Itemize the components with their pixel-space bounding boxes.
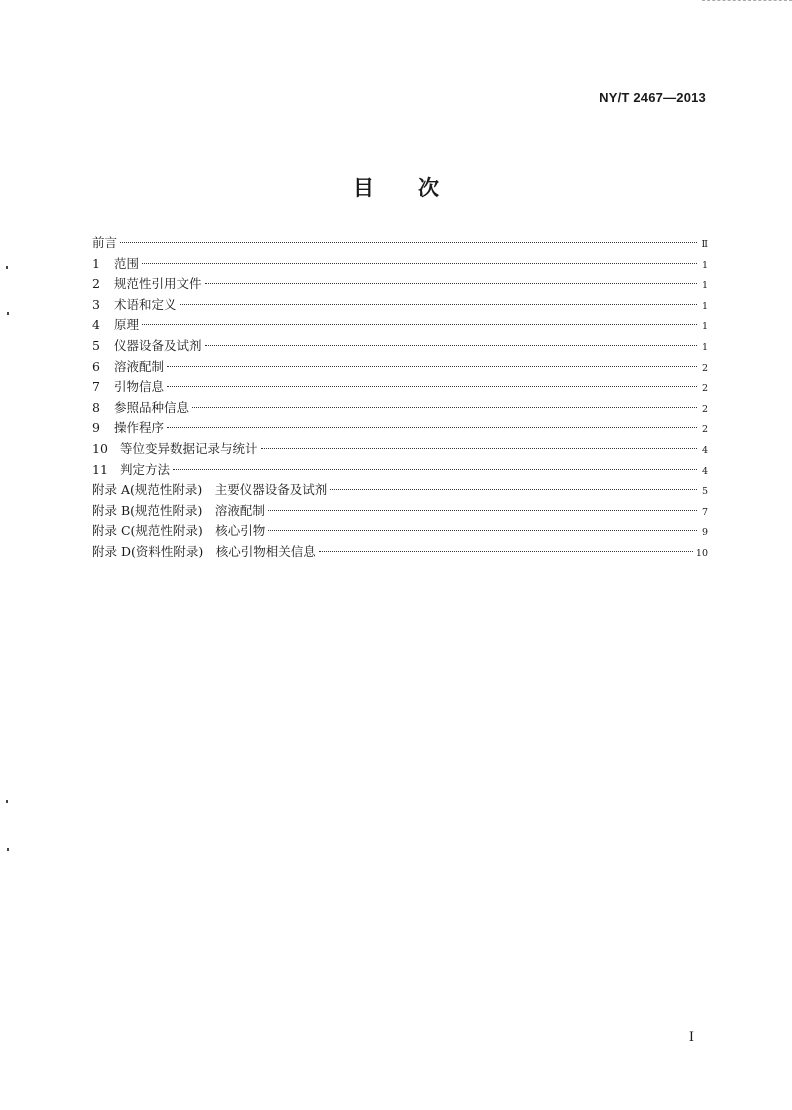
dot-leader — [268, 510, 697, 511]
toc-entry-determination[interactable] — [92, 460, 708, 481]
toc-entry-label: 规范性引用文件 — [114, 276, 202, 292]
toc-entry-label: 附录 B(规范性附录) 溶液配制 — [92, 502, 265, 518]
toc-entry-label: 术语和定义 — [114, 296, 177, 312]
dot-leader — [167, 386, 697, 387]
dot-leader — [167, 366, 697, 367]
toc-entry-number: 10 — [92, 440, 108, 456]
toc-page-number: 1 — [701, 341, 708, 353]
toc-entry-data-recording[interactable] — [92, 439, 708, 460]
dot-leader — [180, 304, 697, 305]
toc-entry-annex-b[interactable] — [92, 501, 708, 522]
toc-entry-label: 等位变异数据记录与统计 — [120, 440, 258, 456]
toc-page-number: 2 — [701, 403, 708, 415]
toc-entry-normative-references[interactable] — [92, 274, 708, 295]
scan-edge-mark — [702, 0, 792, 3]
toc-entry-annex-c[interactable] — [92, 521, 708, 542]
toc-entry-primers[interactable] — [92, 377, 708, 398]
dot-leader — [268, 530, 697, 531]
toc-entry-reference-varieties[interactable] — [92, 398, 708, 419]
toc-page-number: 2 — [701, 424, 708, 436]
toc-entry-foreword[interactable] — [92, 233, 708, 254]
dot-leader — [173, 469, 697, 470]
dot-leader — [142, 324, 697, 325]
toc-entry-label: 操作程序 — [114, 420, 165, 436]
toc-entry-label: 附录 D(资料性附录) 核心引物相关信息 — [92, 543, 316, 559]
toc-entry-solutions[interactable] — [92, 357, 708, 378]
toc-entry-instruments[interactable] — [92, 336, 708, 357]
dot-leader — [205, 345, 697, 346]
toc-entry-label: 原理 — [114, 317, 140, 333]
dot-leader — [142, 263, 697, 264]
toc-entry-number: 5 — [92, 337, 100, 353]
toc-entry-number: 2 — [92, 276, 100, 292]
toc-entry-label: 引物信息 — [114, 379, 165, 395]
toc-page-number: 10 — [695, 547, 708, 559]
toc-entry-number: 6 — [92, 358, 100, 374]
toc-page-number: 2 — [701, 383, 708, 395]
toc-entry-label: 附录 A(规范性附录) 主要仪器设备及试剂 — [92, 482, 328, 498]
scan-speck — [6, 800, 8, 803]
toc-entry-label: 仪器设备及试剂 — [114, 337, 202, 353]
toc-page-number: Ⅱ — [701, 239, 708, 250]
page-number: Ⅰ — [688, 1030, 694, 1045]
dot-leader — [167, 427, 697, 428]
toc-entry-number: 8 — [92, 399, 100, 415]
scan-speck — [6, 266, 8, 269]
standard-code: NY/T 2467—2013 — [599, 90, 706, 105]
toc-entry-number: 3 — [92, 296, 100, 312]
toc-entry-label: 范围 — [114, 255, 140, 271]
dot-leader — [120, 242, 697, 243]
toc-entry-label: 溶液配制 — [114, 358, 165, 374]
toc-entry-number: 11 — [92, 461, 108, 477]
dot-leader — [319, 551, 693, 552]
toc-entry-label: 判定方法 — [120, 461, 171, 477]
toc-page-number: 2 — [701, 362, 708, 374]
table-of-contents — [92, 233, 708, 563]
scan-speck — [7, 848, 9, 851]
dot-leader — [330, 489, 697, 490]
toc-entry-annex-a[interactable] — [92, 480, 708, 501]
toc-entry-number: 7 — [92, 379, 100, 395]
toc-entry-number: 1 — [92, 255, 100, 271]
toc-entry-annex-d[interactable] — [92, 542, 708, 563]
dot-leader — [205, 283, 697, 284]
toc-entry-principle[interactable] — [92, 315, 708, 336]
toc-page-number: 1 — [701, 259, 708, 271]
toc-page-number: 5 — [701, 486, 708, 498]
toc-page-number: 1 — [701, 321, 708, 333]
toc-page-number: 4 — [701, 465, 708, 477]
toc-entry-label: 附录 C(规范性附录) 核心引物 — [92, 523, 266, 539]
toc-entry-label: 前言 — [92, 235, 118, 250]
toc-page-number: 7 — [701, 506, 708, 518]
toc-page-number: 1 — [701, 300, 708, 312]
toc-page-number: 4 — [701, 444, 708, 456]
page-title: 目次 — [353, 175, 483, 200]
dot-leader — [261, 448, 697, 449]
toc-page-number: 1 — [701, 280, 708, 292]
toc-entry-number: 9 — [92, 420, 100, 436]
toc-entry-scope[interactable] — [92, 254, 708, 275]
scan-speck — [7, 312, 9, 315]
dot-leader — [192, 407, 697, 408]
toc-entry-number: 4 — [92, 317, 100, 333]
toc-entry-label: 参照品种信息 — [114, 399, 190, 415]
toc-entry-terms[interactable] — [92, 295, 708, 316]
toc-page-number: 9 — [701, 527, 708, 539]
toc-entry-procedure[interactable] — [92, 418, 708, 439]
